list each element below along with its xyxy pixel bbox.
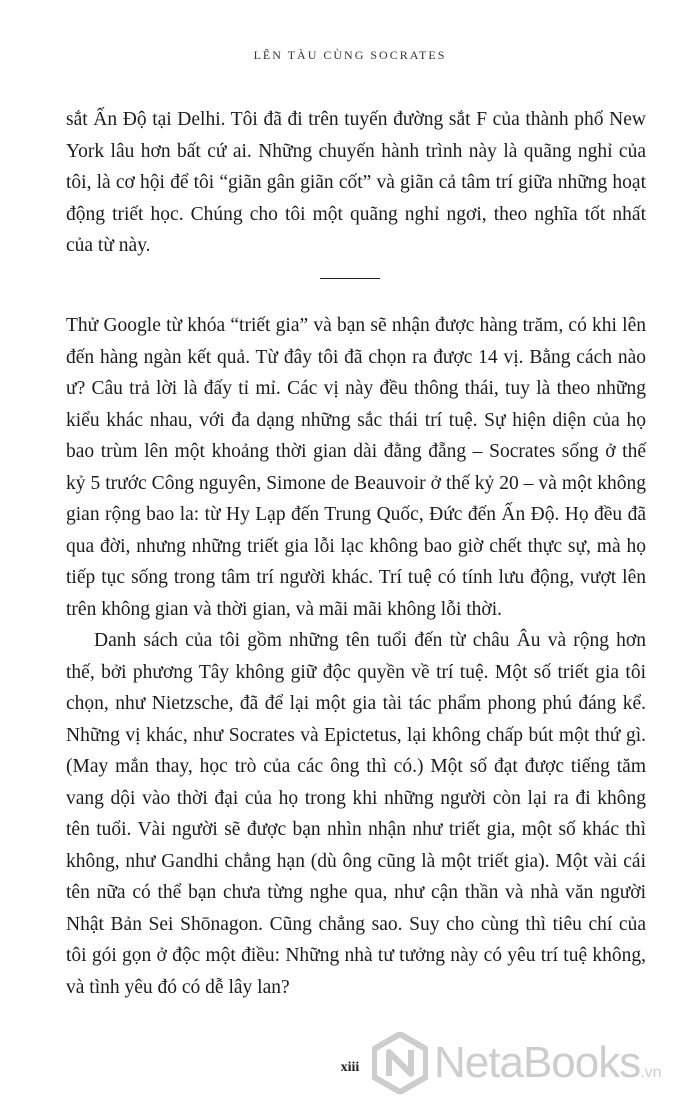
netabooks-logo-icon: [372, 1032, 428, 1094]
running-header: LÊN TÀU CÙNG SOCRATES: [253, 48, 447, 62]
paragraph: Thử Google từ khóa “triết gia” và bạn sẽ nhận được hàng trăm, có khi lên đến hàng ngàn kết quả. Từ đây tôi đã chọn ra được 14 vị. Bằng cách nào ư? Câu trả lời là đấy tỉ mỉ. Các vị này đều thông thái, tuy là theo những kiểu khác nhau, với đa dạng những sắc thái trí tuệ. Sự hiện diện của họ bao trùm lên một khoảng thời gian dài đằng đẵng – Socrates sống ở thế kỷ 5 trước Công nguyên, Simone de Beauvoir ở thế kỷ 20 – và một không gian rộng bao la: từ Hy Lạp đến Trung Quốc, Đức đến Ấn Độ. Họ đều đã qua đời, nhưng những triết gia lỗi lạc không bao giờ chết thực sự, mà họ tiếp tục sống trong tâm trí người khác. Trí tuệ có tính lưu động, vượt lên trên không gian và thời gian, và mãi mãi không lỗi thời.: [66, 315, 646, 620]
text-block-bottom: [66, 310, 646, 1003]
watermark-brand: NetaBooks: [434, 1038, 641, 1087]
paragraph: sắt Ấn Độ tại Delhi. Tôi đã đi trên tuyến đường sắt F của thành phố New York lâu hơn bất cứ ai. Những chuyến hành trình này là quãng nghỉ của tôi, là cơ hội để tôi “giãn gân giãn cốt” và giãn cả tâm trí giữa những hoạt động triết học. Chúng cho tôi một quãng nghỉ ngơi, theo nghĩa tốt nhất của từ này.: [66, 109, 646, 256]
page-number: xiii: [340, 1060, 360, 1075]
section-divider: [320, 278, 380, 279]
watermark: [372, 1028, 662, 1098]
paragraph: Danh sách của tôi gồm những tên tuổi đến từ châu Âu và rộng hơn thế, bởi phương Tây không giữ độc quyền về trí tuệ. Một số triết gia tôi chọn, như Nietzsche, đã để lại một gia tài tác phẩm phong phú đáng kể. Những vị khác, như Socrates và Epictetus, lại không chấp bút một thứ gì. (May mắn thay, học trò của các ông thì có.) Một số đạt được tiếng tăm vang dội vào thời đại của họ trong khi những người còn lại ra đi không tên tuổi. Vài người sẽ được bạn nhìn nhận như triết gia, một số khác thì không, như Gandhi chẳng hạn (dù ông cũng là một triết gia). Một vài cái tên nữa có thể bạn chưa từng nghe qua, như cận thần và nhà văn người Nhật Bản Sei Shōnagon. Cũng chẳng sao. Suy cho cùng thì tiêu chí của tôi gói gọn ở độc một điều: Những nhà tư tưởng này có yêu trí tuệ không, và tình yêu đó có dễ lây lan?: [66, 630, 646, 998]
watermark-text: [434, 1038, 662, 1088]
watermark-suffix: .vn: [640, 1064, 662, 1081]
text-block-top: [66, 104, 646, 262]
